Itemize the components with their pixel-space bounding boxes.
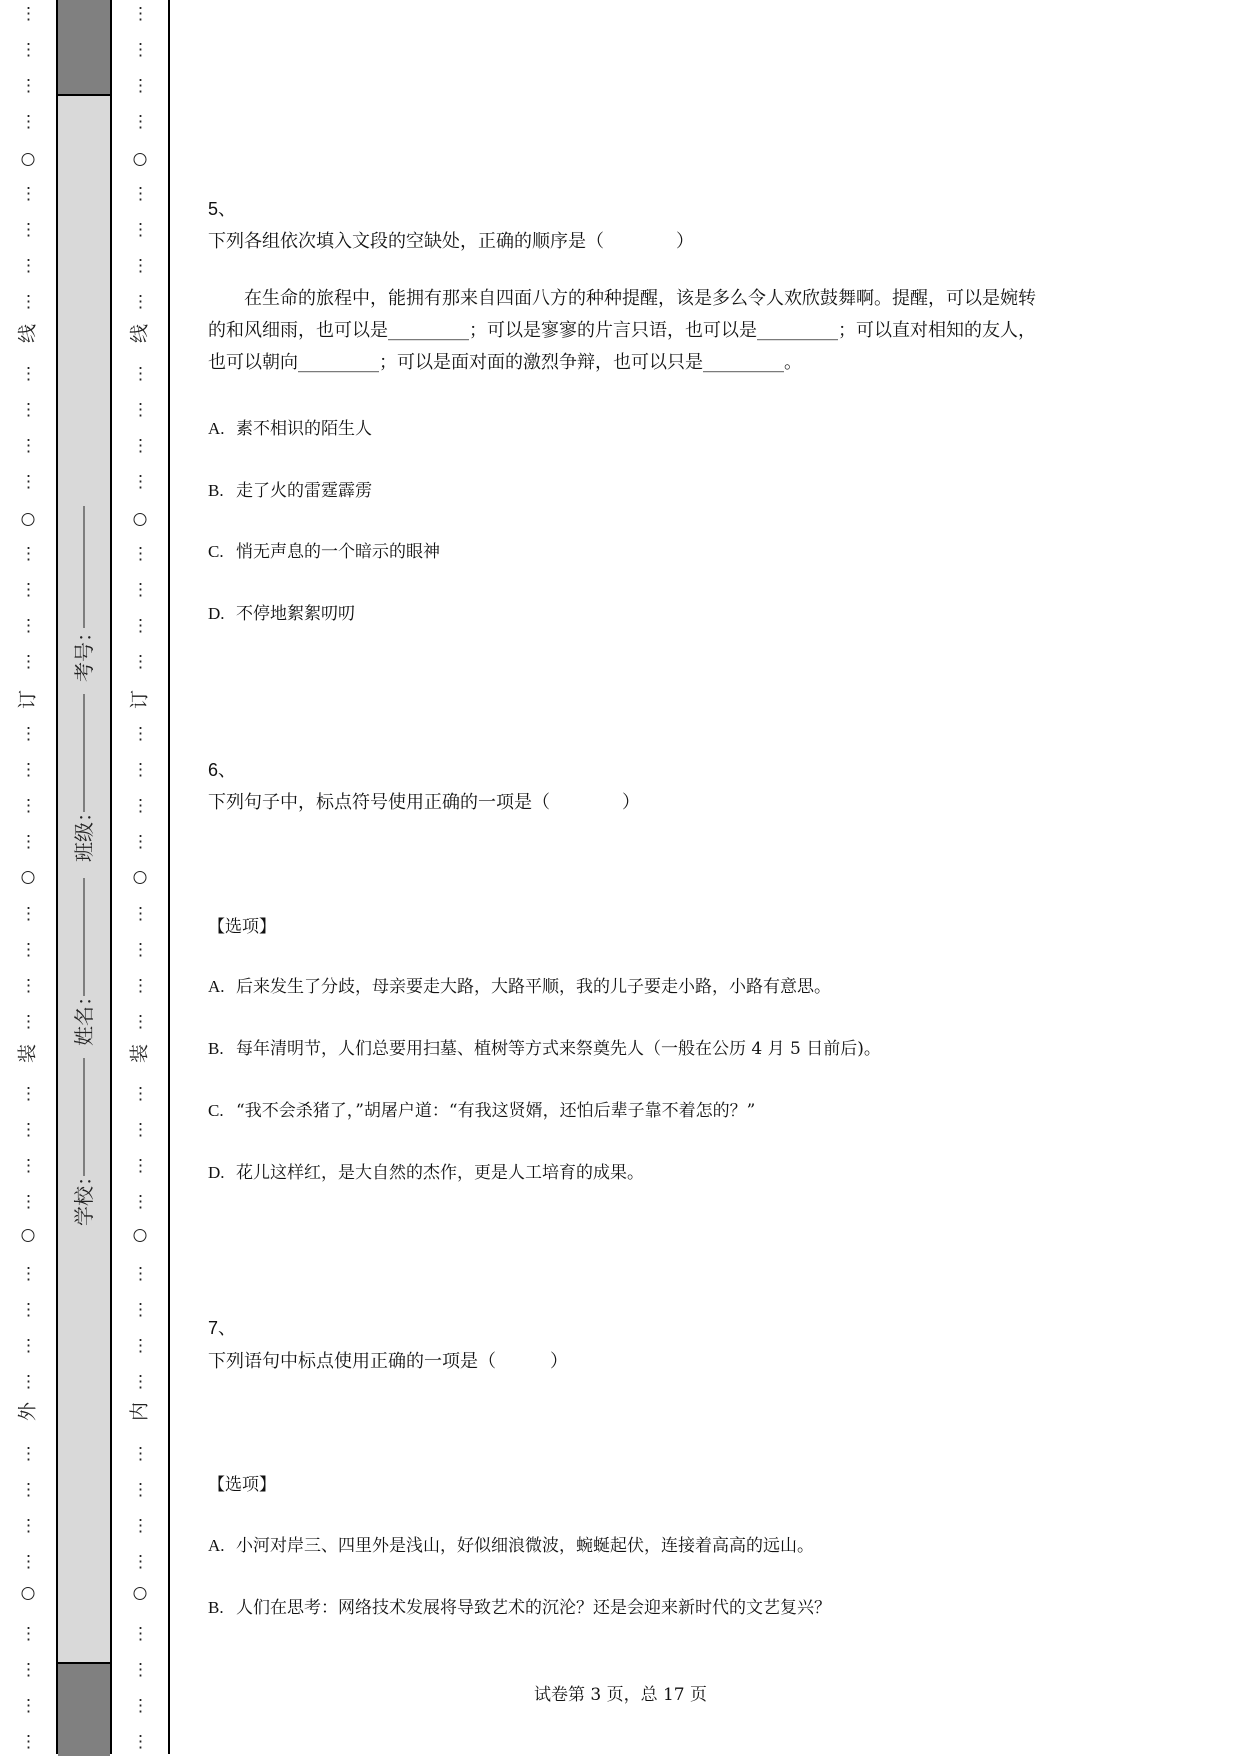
inner-binding-char: 线: [128, 323, 151, 344]
inner-circle-mark: [134, 1229, 147, 1242]
inner-dots: ⋮: [132, 580, 148, 600]
question-5-option-b[interactable]: [208, 476, 372, 501]
outer-dots: ⋮: [20, 1372, 36, 1392]
inner-dots: ⋮: [132, 4, 148, 24]
inner-circle-mark: [134, 1587, 147, 1600]
outer-dots: ⋮: [20, 580, 36, 600]
outer-dots: ⋮: [20, 1300, 36, 1320]
question-5-option-d[interactable]: [208, 599, 355, 624]
xingming-line: [84, 878, 85, 996]
outer-dots: ⋮: [20, 652, 36, 672]
option-letter: B.: [208, 481, 224, 500]
inner-circle-mark: [134, 153, 147, 166]
option-letter: D.: [208, 1163, 225, 1182]
kaohao-line: [84, 506, 85, 628]
inner-dots: ⋮: [132, 256, 148, 276]
inner-dots: ⋮: [132, 1696, 148, 1716]
inner-dots: ⋮: [132, 1516, 148, 1536]
option-letter: B.: [208, 1039, 224, 1058]
outer-dots: ⋮: [20, 436, 36, 456]
inner-dots: ⋮: [132, 220, 148, 240]
inner-binding-char: 订: [128, 689, 151, 710]
outer-circle-mark: [22, 871, 35, 884]
xingming-label: 姓名：: [72, 986, 96, 1046]
outer-binding-char: 外: [16, 1401, 39, 1422]
question-7-option-a[interactable]: [208, 1531, 814, 1556]
outer-dots: ⋮: [20, 1696, 36, 1716]
outer-dots: ⋮: [20, 832, 36, 852]
option-text: “我不会杀猪了，”胡屠户道：“有我这贤婿，还怕后辈子靠不着怎的？”: [236, 1101, 756, 1121]
page-footer: 试卷第 3 页，总 17 页: [533, 1685, 708, 1705]
outer-dots: ⋮: [20, 1336, 36, 1356]
option-letter: A.: [208, 1536, 225, 1555]
outer-dots: ⋮: [20, 1624, 36, 1644]
inner-circle-mark: [134, 513, 147, 526]
outer-dots: ⋮: [20, 256, 36, 276]
outer-dots: ⋮: [20, 220, 36, 240]
question-6-options-label: 【选项】: [208, 917, 276, 937]
inner-dots: ⋮: [132, 1120, 148, 1140]
inner-dots: ⋮: [132, 472, 148, 492]
band-top-block: [58, 0, 110, 96]
outer-dots: ⋮: [20, 1660, 36, 1680]
inner-binding-char: 装: [128, 1043, 151, 1064]
outer-binding-char: 订: [16, 689, 39, 710]
option-text: 人们在思考：网络技术发展将导致艺术的沉沦？还是会迎来新时代的文艺复兴？: [236, 1598, 831, 1618]
option-text: 每年清明节，人们总要用扫墓、植树等方式来祭奠先人（一般在公历 4 月 5 日前后)。: [236, 1039, 881, 1059]
question-6-option-c[interactable]: [208, 1096, 755, 1121]
option-letter: D.: [208, 604, 225, 623]
inner-dots: ⋮: [132, 1372, 148, 1392]
question-6-option-b[interactable]: [208, 1034, 881, 1059]
option-letter: A.: [208, 419, 225, 438]
outer-dots: ⋮: [20, 364, 36, 384]
question-7-options-label: 【选项】: [208, 1475, 276, 1495]
option-text: 小河对岸三、四里外是浅山，好似细浪微波，蜿蜒起伏，连接着高高的远山。: [236, 1536, 814, 1556]
option-letter: B.: [208, 1598, 224, 1617]
xuexiao-label: 学校：: [72, 1166, 96, 1226]
inner-dots: ⋮: [132, 1624, 148, 1644]
xuexiao-field: [72, 1166, 96, 1248]
outer-dots: ⋮: [20, 1732, 36, 1752]
inner-dots: ⋮: [132, 1660, 148, 1680]
inner-dots: ⋮: [132, 1300, 148, 1320]
inner-dots: ⋮: [132, 1336, 148, 1356]
question-6-number: 6、: [208, 760, 237, 780]
inner-dots: ⋮: [132, 760, 148, 780]
outer-dots: ⋮: [20, 544, 36, 564]
outer-dots: ⋮: [20, 472, 36, 492]
outer-dots: ⋮: [20, 940, 36, 960]
question-5-option-a[interactable]: [208, 414, 372, 439]
inner-binding-char: 内: [128, 1401, 151, 1422]
option-text: 悄无声息的一个暗示的眼神: [236, 542, 440, 562]
question-7-stem: 下列语句中标点使用正确的一项是（ ）: [208, 1351, 568, 1372]
outer-dots: ⋮: [20, 112, 36, 132]
inner-dots: ⋮: [132, 76, 148, 96]
outer-dots: ⋮: [20, 1192, 36, 1212]
outer-binding-margin: [0, 0, 56, 1754]
question-7-option-b[interactable]: [208, 1593, 831, 1618]
inner-dots: ⋮: [132, 544, 148, 564]
outer-dots: ⋮: [20, 1516, 36, 1536]
question-7-number: 7、: [208, 1318, 237, 1338]
inner-dots: ⋮: [132, 184, 148, 204]
inner-dots: ⋮: [132, 1264, 148, 1284]
option-text: 素不相识的陌生人: [236, 419, 372, 439]
question-6-option-d[interactable]: [208, 1158, 644, 1183]
outer-circle-mark: [22, 513, 35, 526]
outer-binding-char: 装: [16, 1043, 39, 1064]
banji-label: 班级：: [72, 802, 96, 862]
inner-dots: ⋮: [132, 976, 148, 996]
inner-dots: ⋮: [132, 1552, 148, 1572]
outer-dots: ⋮: [20, 1084, 36, 1104]
outer-dots: ⋮: [20, 1444, 36, 1464]
outer-dots: ⋮: [20, 1012, 36, 1032]
outer-circle-mark: [22, 1587, 35, 1600]
inner-dots: ⋮: [132, 1192, 148, 1212]
option-text: 不停地絮絮叨叨: [236, 604, 355, 624]
banji-field: [72, 802, 96, 884]
outer-dots: ⋮: [20, 616, 36, 636]
outer-dots: ⋮: [20, 976, 36, 996]
outer-dots: ⋮: [20, 184, 36, 204]
option-text: 后来发生了分歧，母亲要走大路，大路平顺，我的儿子要走小路，小路有意思。: [236, 977, 831, 997]
question-5-number: 5、: [208, 199, 237, 219]
inner-dots: ⋮: [132, 1732, 148, 1752]
option-letter: A.: [208, 977, 225, 996]
inner-dots: ⋮: [132, 652, 148, 672]
outer-dots: ⋮: [20, 1480, 36, 1500]
outer-dots: ⋮: [20, 796, 36, 816]
option-text: 花儿这样红，是大自然的杰作，更是人工培育的成果。: [236, 1163, 644, 1183]
option-letter: C.: [208, 542, 224, 561]
outer-dots: ⋮: [20, 1264, 36, 1284]
outer-dots: ⋮: [20, 40, 36, 60]
kaohao-label: 考号：: [72, 622, 96, 682]
passage-text: 在生命的旅程中，能拥有那来自四面八方的种种提醒，该是多么令人欢欣鼓舞啊。提醒，可以是婉转的和风细雨，也可以是_________；可以是寥寥的片言只语，也可以是_________；可以直对相知的友人，也可以朝向_________；可以是面对面的激烈争辩，也可以只是_________。: [208, 288, 1036, 373]
question-6-option-a[interactable]: [208, 972, 831, 997]
inner-binding-margin: [112, 0, 170, 1754]
outer-dots: ⋮: [20, 400, 36, 420]
inner-dots: ⋮: [132, 796, 148, 816]
inner-dots: ⋮: [132, 940, 148, 960]
outer-dots: ⋮: [20, 904, 36, 924]
option-text: 走了火的雷霆霹雳: [236, 481, 372, 501]
banji-line: [84, 694, 85, 812]
inner-dots: ⋮: [132, 616, 148, 636]
inner-dots: ⋮: [132, 1084, 148, 1104]
outer-dots: ⋮: [20, 724, 36, 744]
inner-dots: ⋮: [132, 904, 148, 924]
outer-dots: ⋮: [20, 760, 36, 780]
outer-circle-mark: [22, 153, 35, 166]
outer-binding-char: 线: [16, 323, 39, 344]
inner-dots: ⋮: [132, 112, 148, 132]
inner-dots: ⋮: [132, 436, 148, 456]
inner-dots: ⋮: [132, 724, 148, 744]
inner-circle-mark: [134, 871, 147, 884]
outer-dots: ⋮: [20, 1120, 36, 1140]
band-bottom-block: [58, 1662, 110, 1756]
info-binding-band: [56, 0, 112, 1754]
inner-dots: ⋮: [132, 40, 148, 60]
question-5-passage: [208, 283, 1038, 379]
outer-dots: ⋮: [20, 1552, 36, 1572]
outer-dots: ⋮: [20, 4, 36, 24]
outer-circle-mark: [22, 1229, 35, 1242]
outer-dots: ⋮: [20, 76, 36, 96]
outer-dots: ⋮: [20, 292, 36, 312]
inner-dots: ⋮: [132, 364, 148, 384]
option-letter: C.: [208, 1101, 224, 1120]
inner-dots: ⋮: [132, 1012, 148, 1032]
inner-dots: ⋮: [132, 400, 148, 420]
xuexiao-line: [84, 1058, 85, 1176]
inner-dots: ⋮: [132, 1444, 148, 1464]
inner-dots: ⋮: [132, 832, 148, 852]
question-5-stem: 下列各组依次填入文段的空缺处，正确的顺序是（ ）: [208, 231, 694, 252]
inner-dots: ⋮: [132, 1156, 148, 1176]
inner-dots: ⋮: [132, 292, 148, 312]
question-5-option-c[interactable]: [208, 537, 440, 562]
question-6-stem: 下列句子中，标点符号使用正确的一项是（ ）: [208, 792, 640, 813]
outer-dots: ⋮: [20, 1156, 36, 1176]
inner-dots: ⋮: [132, 1480, 148, 1500]
